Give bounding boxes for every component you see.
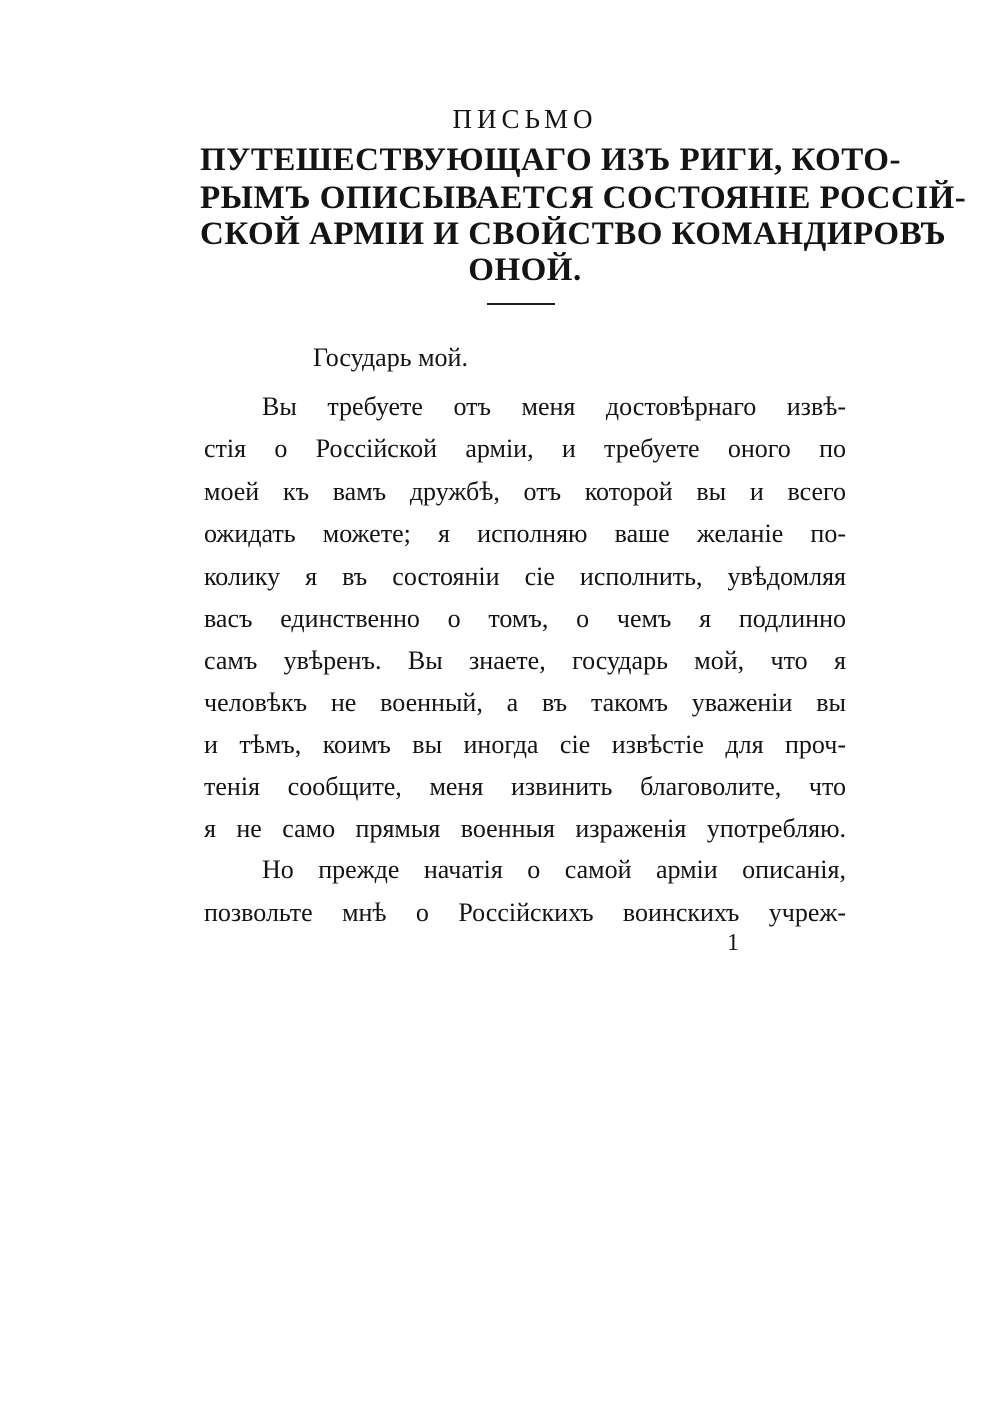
text-line: я не само прямыя военныя израженія употребляю. <box>204 814 846 843</box>
title-line-2: РЫМЪ ОПИСЫВАЕТСЯ СОСТОЯНІЕ РОССІЙ- <box>200 180 967 216</box>
text-line: позвольте мнѣ о Россійскихъ воинскихъ учреж- <box>204 898 846 927</box>
title-divider <box>487 303 555 305</box>
text-line: человѣкъ не военный, а въ такомъ уваженіи вы <box>204 688 846 717</box>
text-line: ожидать можете; я исполняю ваше желаніе по- <box>204 519 846 548</box>
page-number: 1 <box>727 930 739 956</box>
text-line: моей къ вамъ дружбѣ, отъ которой вы и всего <box>204 477 846 506</box>
text-line: васъ единственно о томъ, о чемъ я подлинно <box>204 604 846 633</box>
text-line: самъ увѣренъ. Вы знаете, государь мой, что я <box>204 646 846 675</box>
title-line-4: ОНОЙ. <box>468 252 582 288</box>
salutation: Государь мой. <box>313 343 468 372</box>
text-line: и тѣмъ, коимъ вы иногда сіе извѣстіе для проч- <box>204 730 846 759</box>
text-line: Но прежде начатія о самой арміи описанія, <box>262 855 846 884</box>
text-line: стія о Россійской арміи, и требуете оного по <box>204 434 846 463</box>
text-line: колику я въ состояніи сіе исполнить, увѣдомляя <box>204 562 846 591</box>
text-line: Вы требуете отъ меня достовѣрнаго извѣ- <box>262 392 846 421</box>
title-line-1: ПУТЕШЕСТВУЮЩАГО ИЗЪ РИГИ, КОТО- <box>200 142 901 178</box>
title-line-3: СКОЙ АРМІИ И СВОЙСТВО КОМАНДИРОВЪ <box>200 216 947 252</box>
text-line: тенія сообщите, меня извинить благоволите, что <box>204 772 846 801</box>
letter-label: ПИСЬМО <box>452 104 598 134</box>
